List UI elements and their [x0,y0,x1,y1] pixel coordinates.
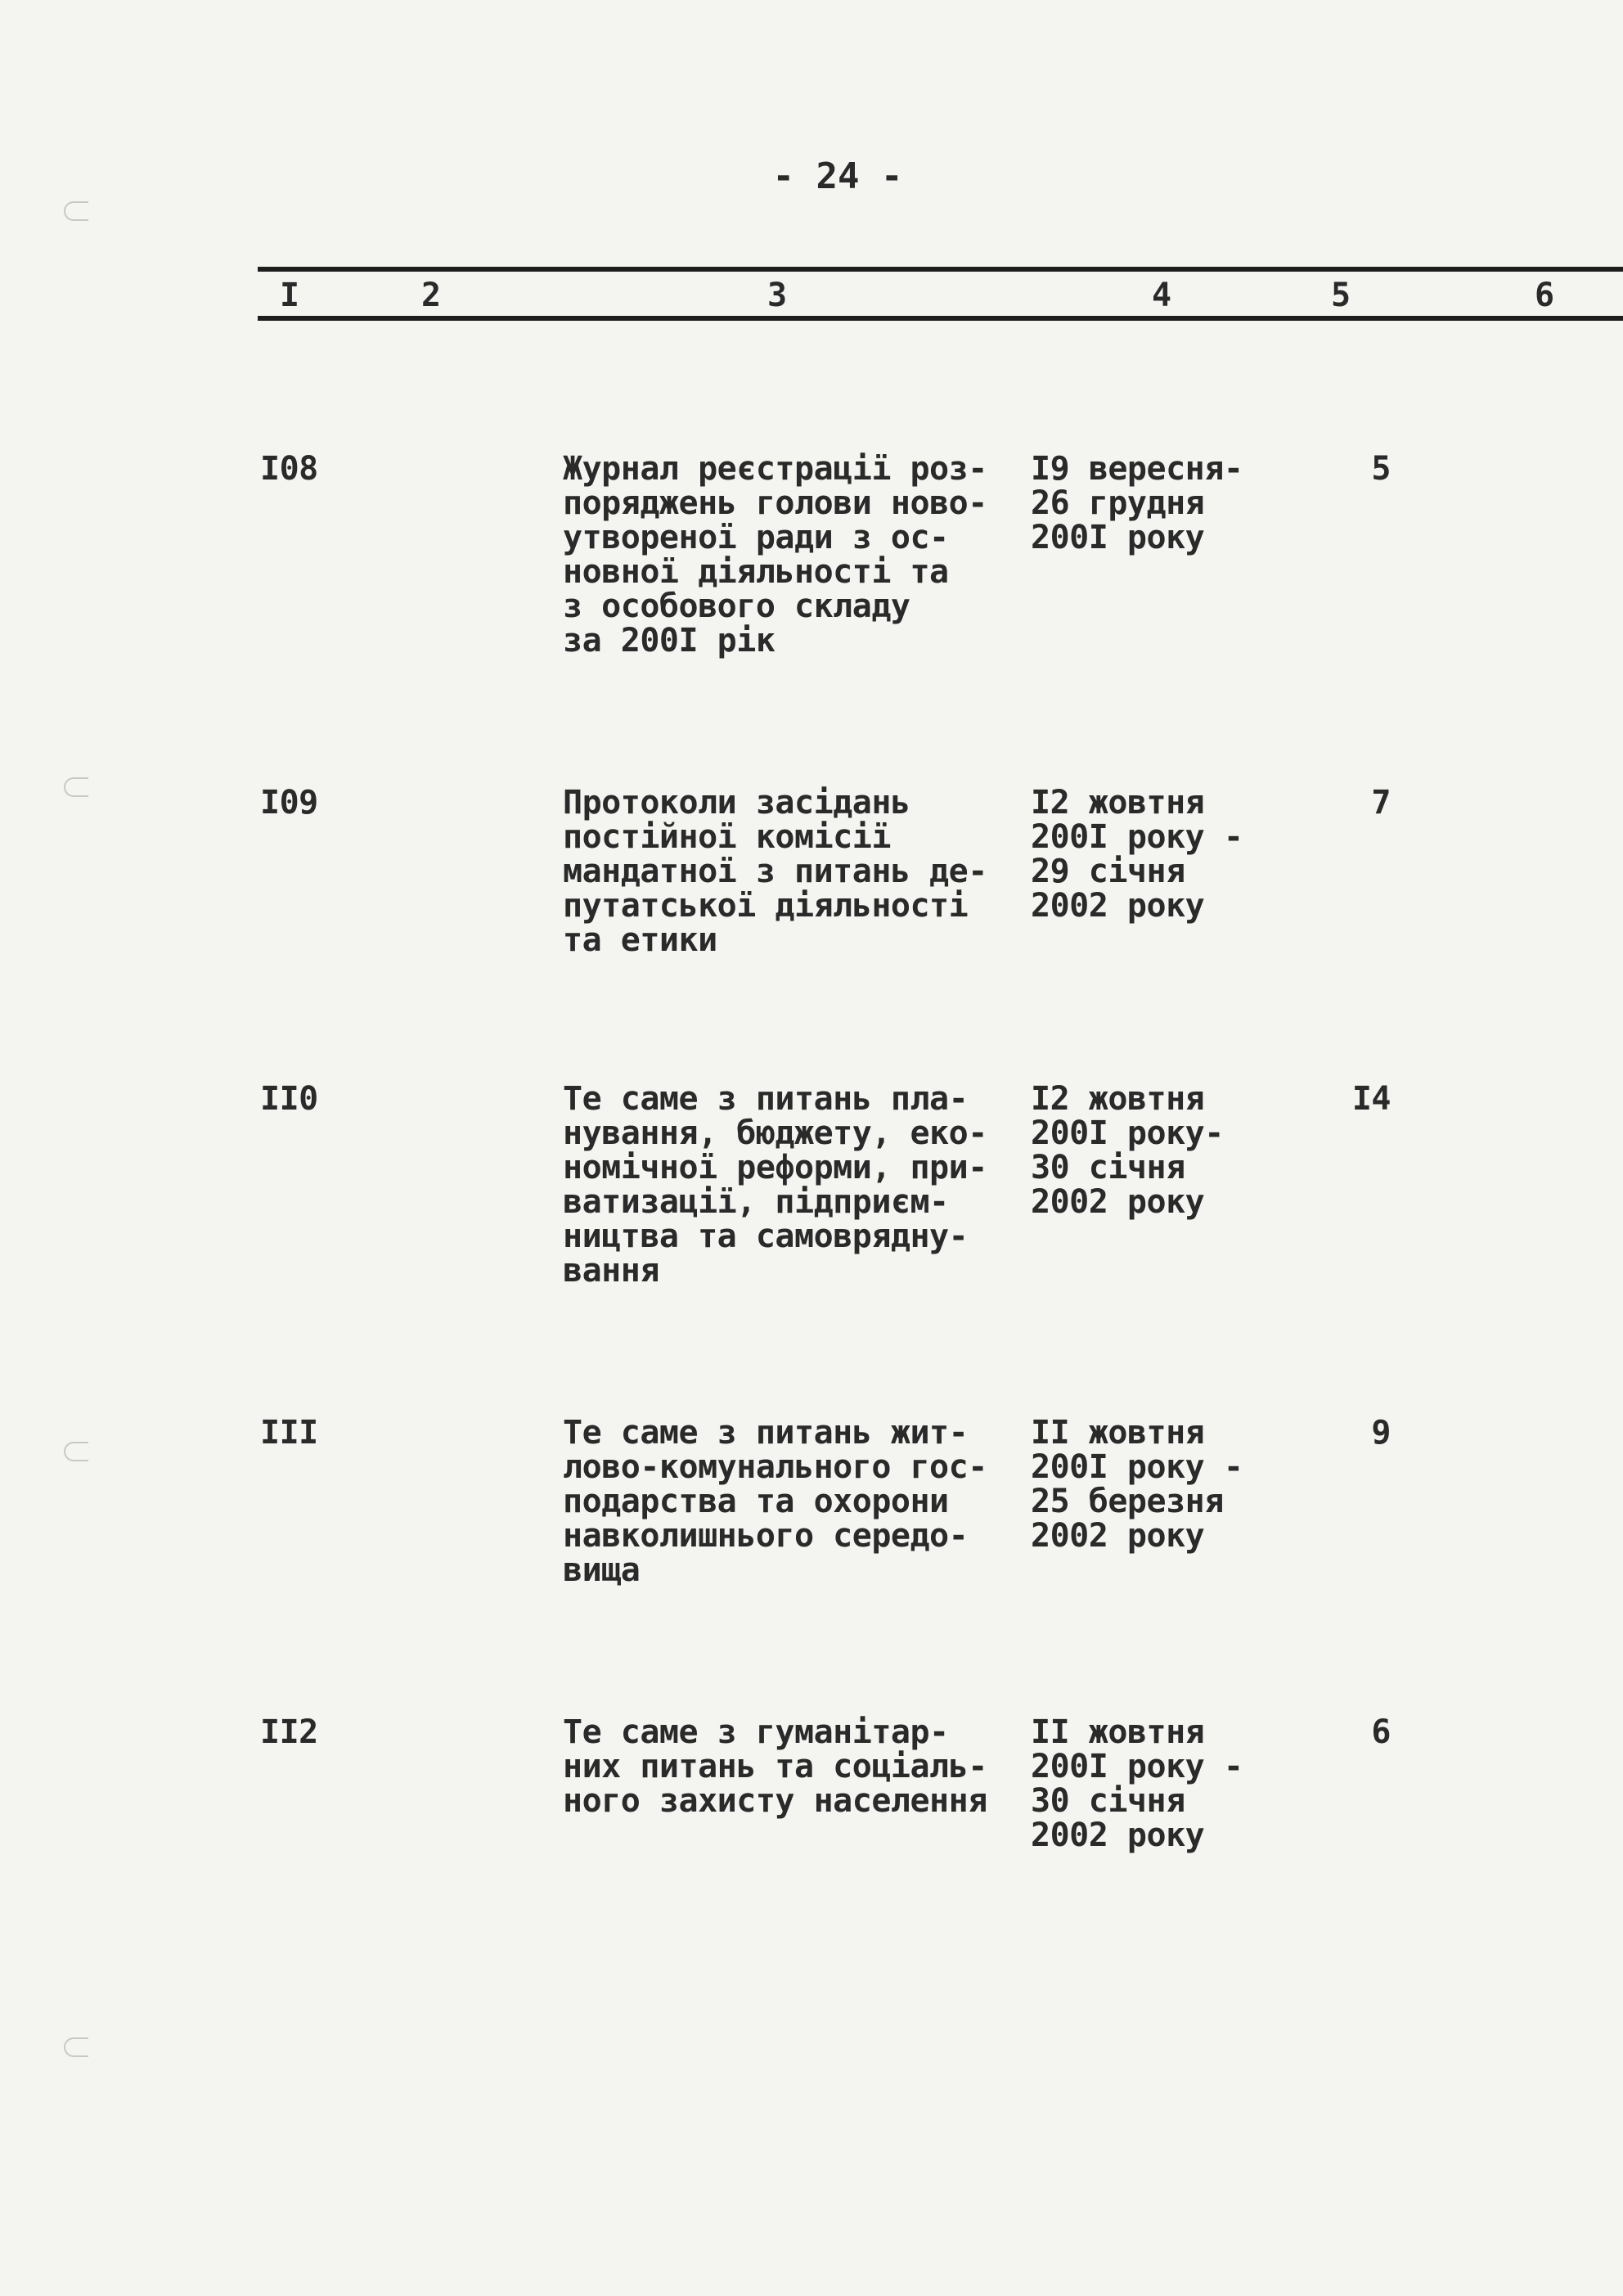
entry-sheet-count: 6 [1371,1713,1391,1751]
header-top-rule [258,267,1623,272]
entry-sheet-count: 5 [1371,450,1391,488]
entry-sheet-count: I4 [1351,1080,1391,1118]
entry-number: II2 [260,1713,318,1751]
punch-hole [64,201,88,221]
punch-hole [64,777,88,797]
column-header-3: 3 [767,277,788,314]
column-header-4: 4 [1152,277,1172,314]
entry-title: Протоколи засідань постійної комісії мандатної з питань де- путатської діяльності та етики [563,784,987,959]
column-header-1: I [280,277,300,314]
entry-dates: II жовтня 200I року - 25 березня 2002 року [1031,1414,1243,1555]
entry-dates: I2 жовтня 200I року- 30 січня 2002 року [1031,1080,1224,1221]
page-number: - 24 - [772,155,903,197]
entry-sheet-count: 7 [1371,784,1391,822]
entry-dates: I9 вересня- 26 грудня 200I року [1031,450,1243,556]
entry-number: III [260,1414,318,1452]
entry-title: Те саме з питань пла- нування, бюджету, еко- номічної реформи, при- ватизації, підприєм- ництва та самоврядну- вання [563,1080,987,1290]
entry-number: I09 [260,784,318,822]
column-header-5: 5 [1331,277,1351,314]
entry-number: II0 [260,1080,318,1118]
entry-sheet-count: 9 [1371,1414,1391,1452]
entry-title: Те саме з питань жит- лово-комунального гос- подарства та охорони навколишнього середо- вища [563,1414,987,1589]
punch-hole [64,1442,88,1461]
entry-title: Те саме з гуманітар- них питань та соціаль- ного захисту населення [563,1713,987,1820]
column-header-2: 2 [421,277,442,314]
entry-title: Журнал реєстрації роз- поряджень голови ново- утвореної ради з ос- новної діяльності та з особового складу за 200I рік [563,450,987,660]
column-header-6: 6 [1535,277,1555,314]
header-bottom-rule [258,316,1623,321]
entry-number: I08 [260,450,318,488]
entry-dates: II жовтня 200I року - 30 січня 2002 року [1031,1713,1243,1854]
punch-hole [64,2037,88,2057]
entry-dates: I2 жовтня 200I року - 29 січня 2002 року [1031,784,1243,925]
